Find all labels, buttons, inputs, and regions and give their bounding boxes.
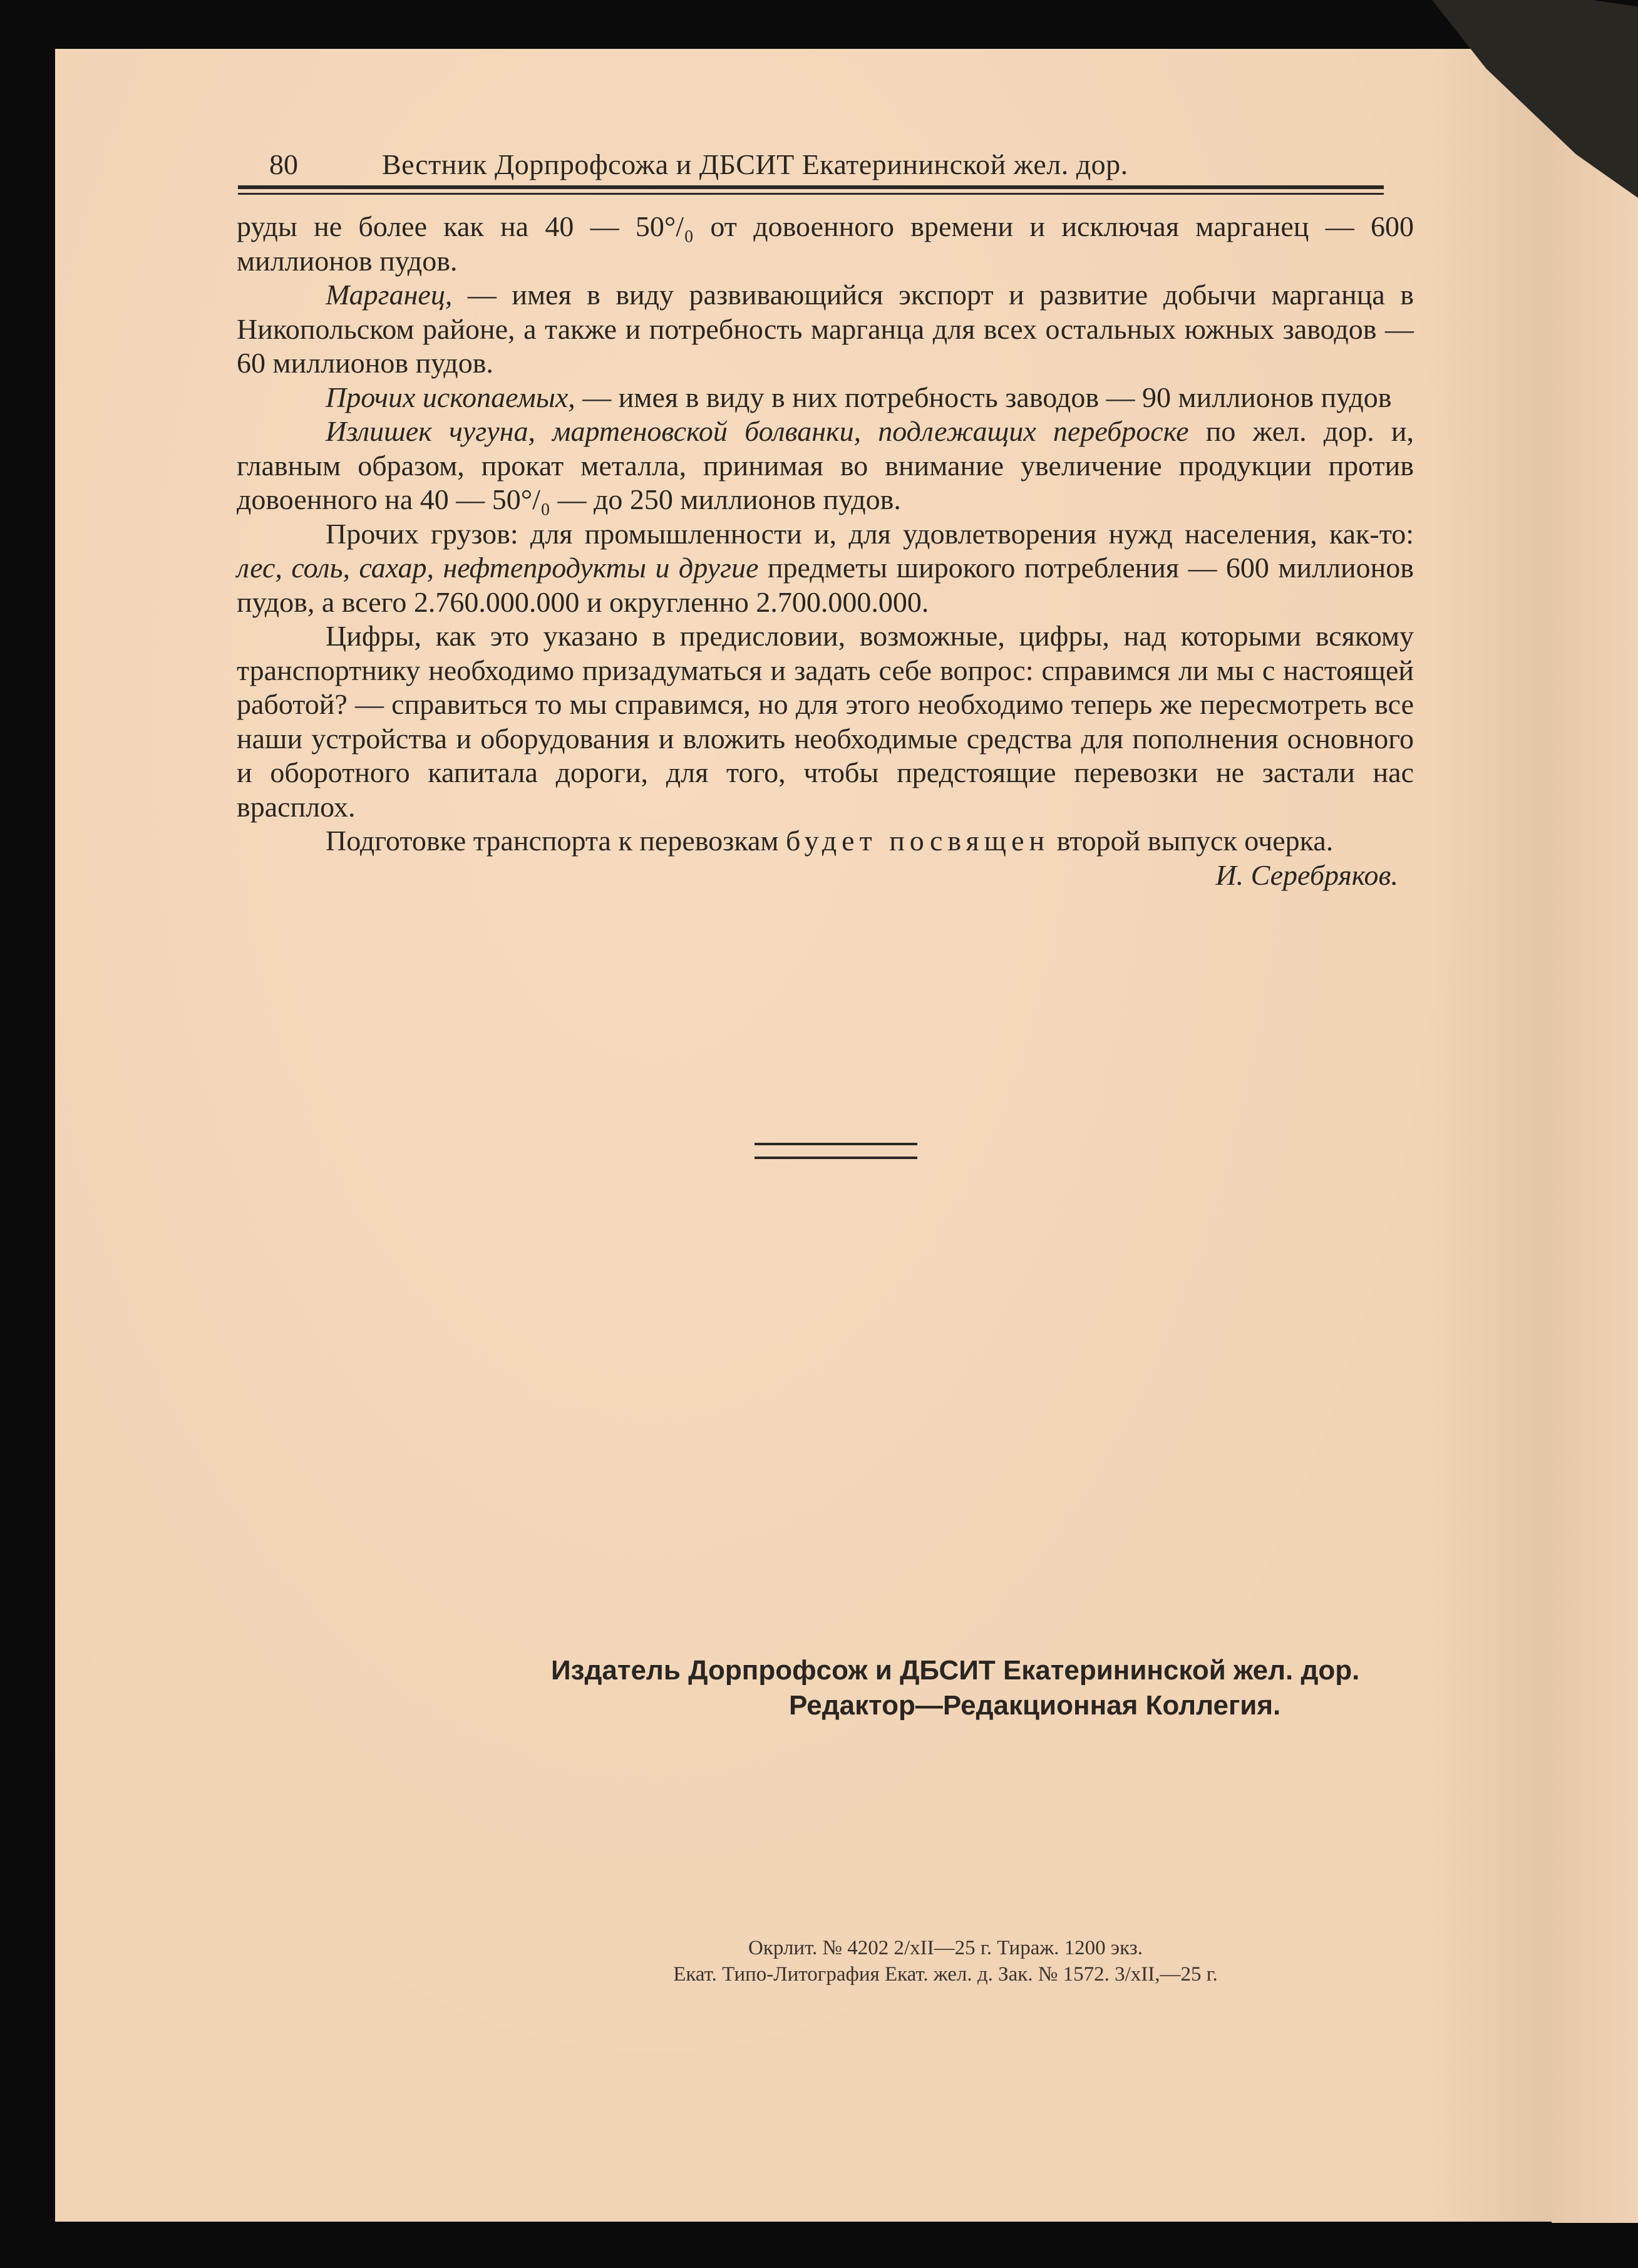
paragraph-7-text-a: Подготовке транспорта к перевозкам [326,825,786,857]
paragraph-4-lead: Излишек чугуна, мартеновской болванки, подлежащих переброске [326,415,1189,447]
print-info [507,1935,1384,1987]
publisher-line: Издатель Дорпрофсож и ДБСИТ Екатерининской жел. дор. [551,1655,1360,1686]
running-head [182,148,1390,187]
paragraph-3-lead: Прочих ископаемых, [326,381,575,413]
editor-line: Редактор—Редакционная Коллегия. [789,1690,1281,1721]
paragraph-2-text: — имея в виду развивающийся экспорт и развитие добычи марганца в Никопольском районе, а также и потребность марганца для всех остальных южных заводов — 60 миллионов пудов. [237,279,1414,379]
paragraph-3-text: — имея в виду в них потребность заводов — 90 миллионов пудов [575,381,1392,413]
article-body [237,210,1414,892]
page-number: 80 [269,148,298,180]
paragraph-2-lead: Марганец, [326,279,453,311]
section-divider [755,1143,917,1159]
paragraph-1: руды не более как на 40 — 50°/₀ от довоенного времени и исключая марганец — 600 миллионов пудов. [237,210,1414,277]
author-signature: И. Серебряков. [1215,858,1398,891]
paragraph-7-spaced: будет посвящен [786,825,1050,857]
print-info-line-1: Окрлит. № 4202 2/xII—25 г. Тираж. 1200 экз. [748,1937,1143,1959]
paragraph-4 [237,415,1414,517]
journal-title: Вестник Дорпрофсожа и ДБСИТ Екатерининской жел. дор. [382,148,1128,180]
paragraph-5 [237,517,1414,620]
paragraph-5-text-a: Прочих грузов: для промышленности и, для удовлетворения нужд населения, как-то: [326,517,1414,550]
paragraph-3 [237,381,1414,415]
imprint [551,1653,1428,1723]
paragraph-7 [237,824,1414,858]
adjacent-page-edge [1552,50,1638,2223]
paragraph-7-text-b: второй выпуск очерка. [1049,825,1334,857]
paragraph-2 [237,278,1414,381]
paragraph-4-text: по жел. дор. и, главным образом, прокат металла, принимая во внимание увеличение продукции против довоенного на 40 — 50°/₀ — до 250 миллионов пудов. [237,415,1414,515]
paragraph-5-text-b: предметы широкого потребления — 600 миллионов пудов, а всего 2.760.000.000 и округленно 2.700.000.000. [237,552,1414,618]
paragraph-5-italic: лес, соль, сахар, нефтепродукты и другие [237,552,759,584]
print-info-line-2: Екат. Типо-Литография Екат. жел. д. Зак. № 1572. 3/xII,—25 г. [673,1963,1218,1986]
header-rule [238,185,1384,195]
paragraph-6: Цифры, как это указано в предисловии, возможные, цифры, над которыми всякому транспортнику необходимо призадуматься и задать себе вопрос: справимся ли мы с настоящей работой? — справиться то мы справимся, но для этого необходимо теперь же пересмотреть все наши устройства и оборудования и вложить необходимые средства для пополнения основного и оборотного капитала дороги, для того, чтобы предстоящие перевозки не застали нас врасплох. [237,620,1414,823]
